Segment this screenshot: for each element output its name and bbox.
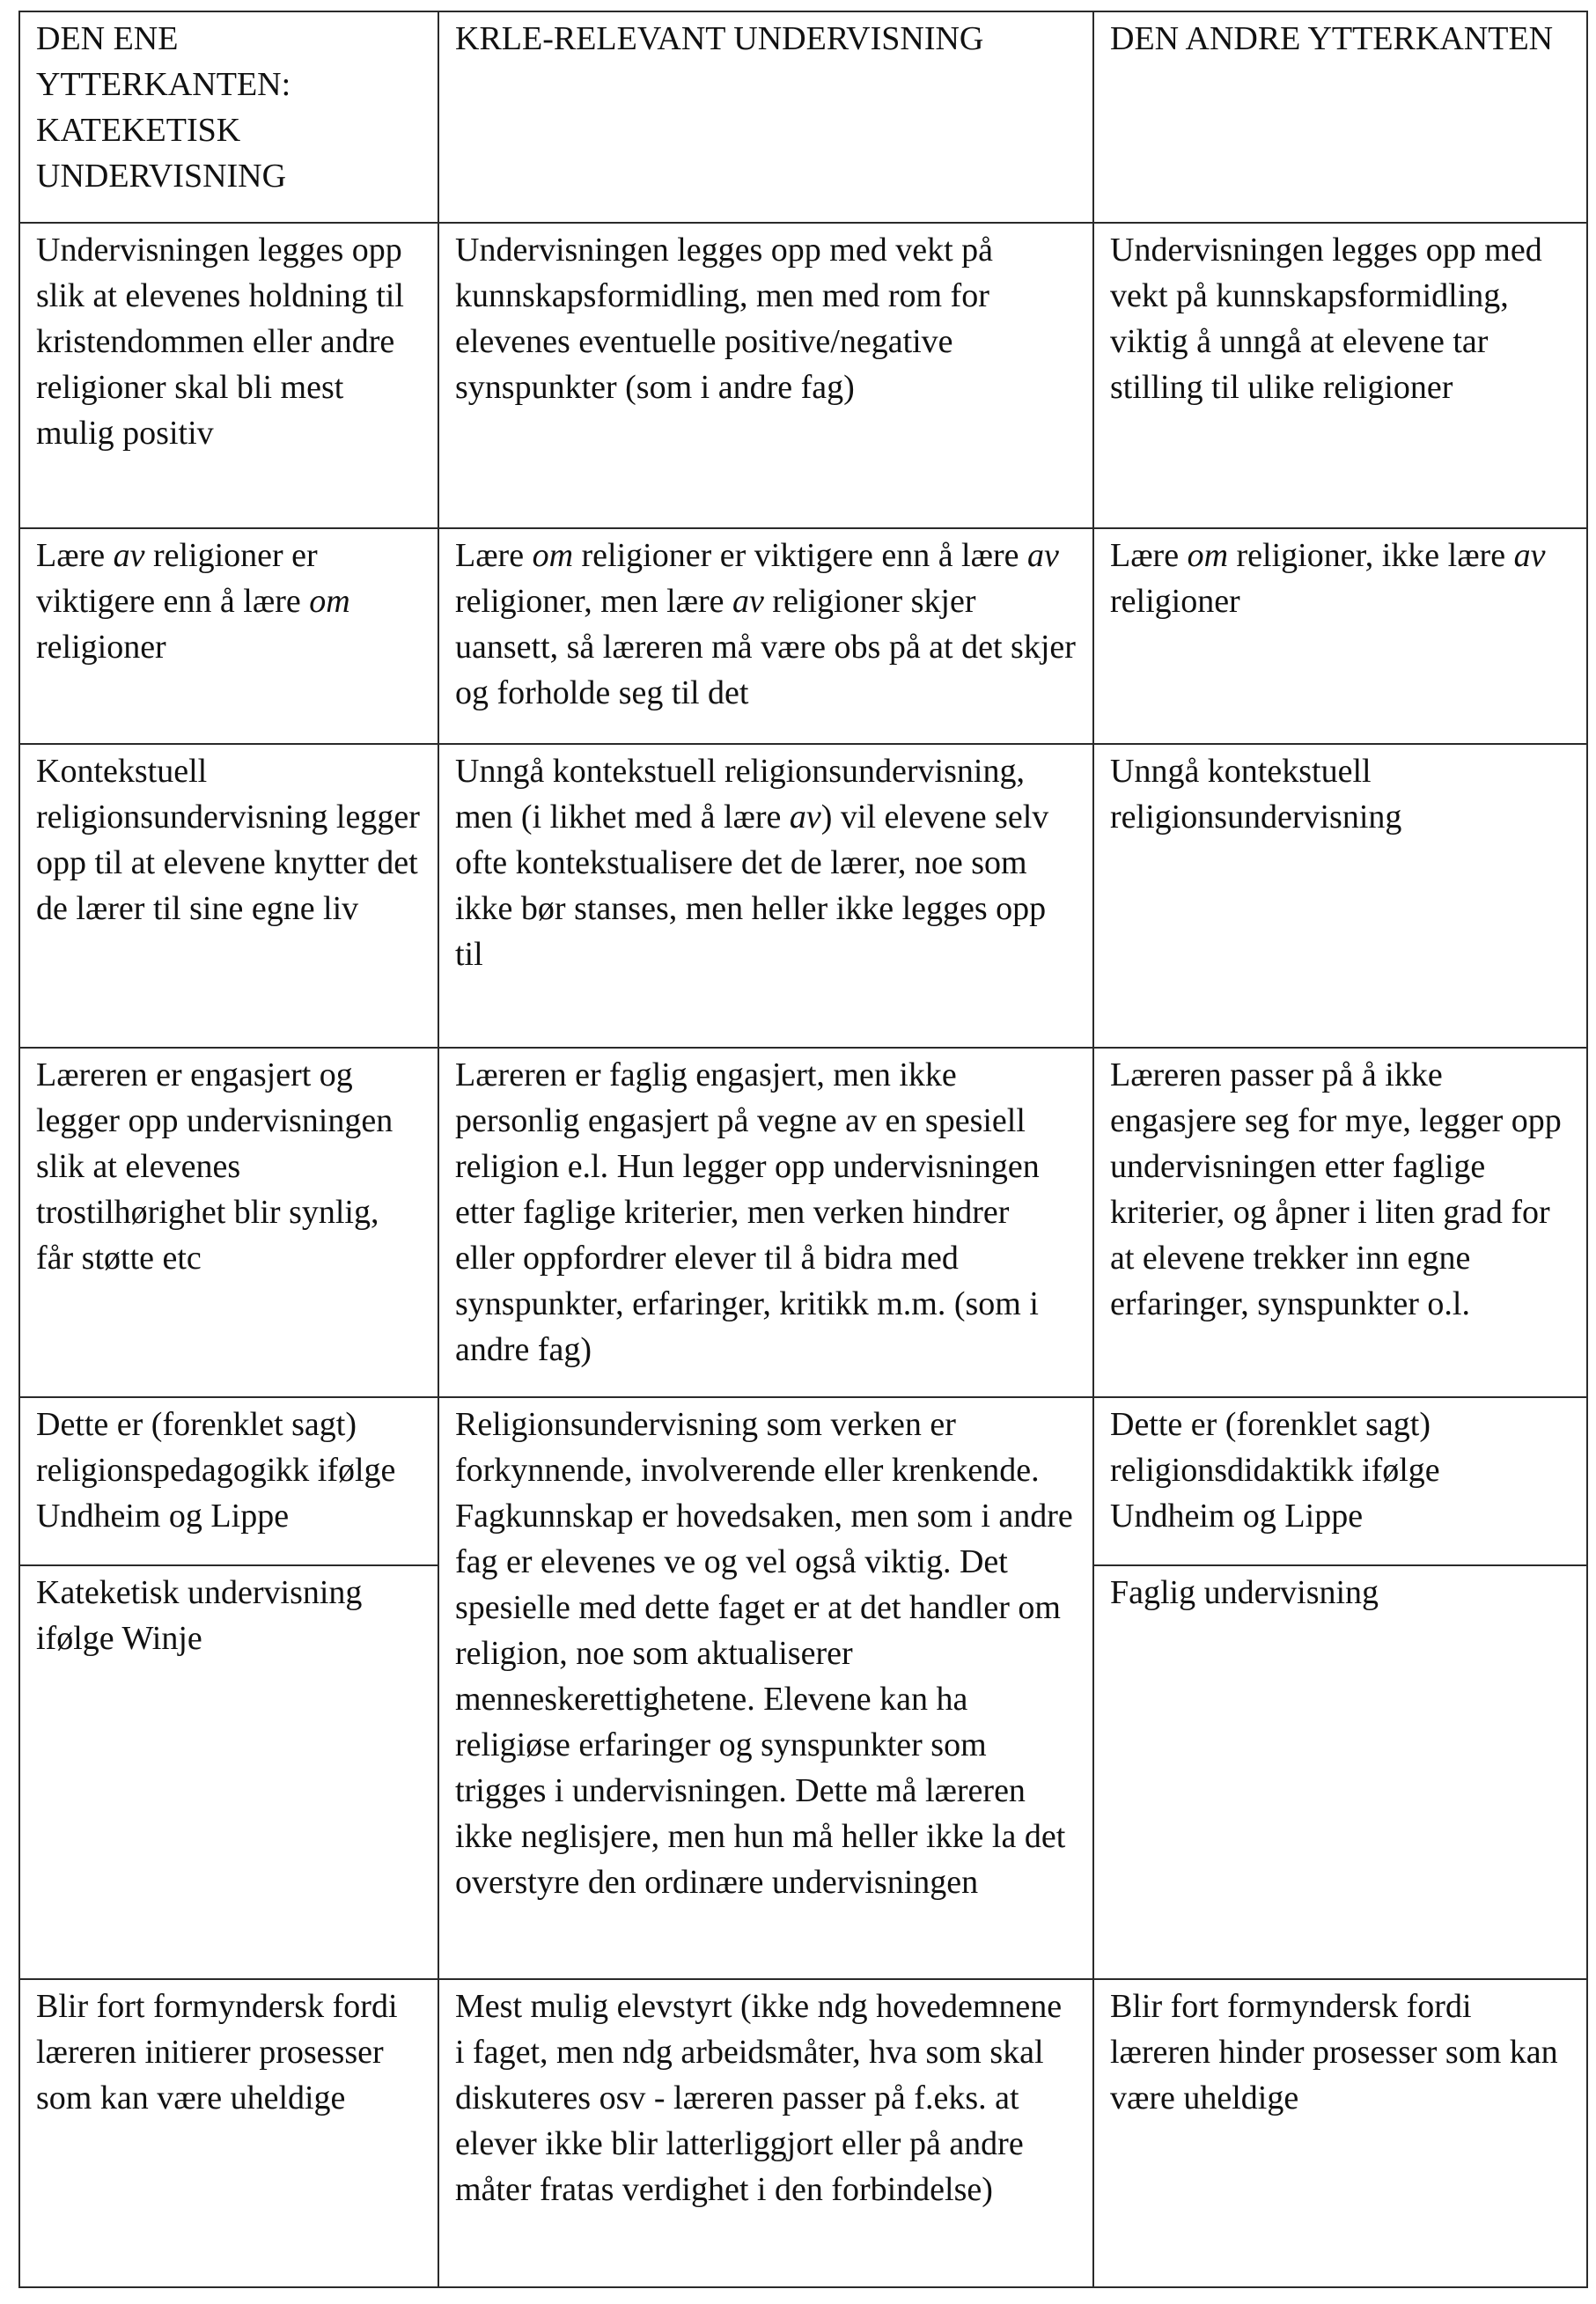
table-row	[19, 1048, 1587, 1397]
table-cell	[1093, 1979, 1587, 2287]
table-cell	[19, 1048, 438, 1397]
table-cell	[19, 1397, 438, 1565]
text-fragment: religioner er viktigere enn å lære	[36, 537, 318, 620]
cell-text: Unngå kontekstuell religionsundervisning	[1110, 753, 1402, 835]
text-fragment: religioner skjer uansett, så læreren må være obs på at det skjer og forholde seg til det	[455, 583, 1076, 711]
header-right-text: DEN ANDRE YTTERKANTEN	[1110, 20, 1554, 57]
cell-text: Læreren er engasjert og legger opp undervisningen slik at elevenes trostilhørighet blir synlig, får støtte etc	[36, 1056, 393, 1277]
header-middle-text: KRLE-RELEVANT UNDERVISNING	[455, 20, 984, 57]
cell-text: Religionsundervisning som verken er forkynnende, involverende eller krenkende. Fagkunnskap er hovedsaken, men som i andre fag er elevenes ve og vel også viktig. Det spesielle med dette faget er at det handler om religion, noe som aktualiserer menneskerettighetene. Elevene kan ha religiøse erfaringer og synspunkter som trigges i undervisningen. Dette må læreren ikke neglisjere, men hun må heller ikke la det overstyre den ordinære undervisningen	[455, 1406, 1073, 1901]
table-row	[19, 1397, 1587, 1565]
cell-text: Kateketisk undervisning ifølge Winje	[36, 1574, 363, 1657]
text-fragment: Lære	[455, 537, 533, 574]
cell-text: Blir fort formyndersk fordi læreren hinder prosesser som kan være uheldige	[1110, 1988, 1558, 2116]
text-fragment: Unngå kontekstuell religionsundervisning, men (i likhet med å lære	[455, 753, 1025, 835]
table-cell	[438, 223, 1093, 528]
italic-fragment: om	[1187, 537, 1229, 574]
cell-text: Dette er (forenklet sagt) religionsdidaktikk ifølge Undheim og Lippe	[1110, 1406, 1440, 1535]
comparison-table	[18, 11, 1588, 2288]
italic-fragment: av	[1026, 537, 1059, 574]
cell-text: Faglig undervisning	[1110, 1574, 1379, 1611]
text-fragment: Lære	[1110, 537, 1188, 574]
cell-text	[36, 533, 422, 670]
cell-text: Læreren er faglig engasjert, men ikke personlig engasjert på vegne av en spesiell religion e.l. Hun legger opp undervisningen etter faglige kriterier, men verken hindrer eller oppfordrer elever til å bidra med synspunkter, erfaringer, kritikk m.m. (som i andre fag)	[455, 1056, 1040, 1368]
table-row	[19, 223, 1587, 528]
table-cell	[1093, 1565, 1587, 1979]
italic-fragment: av	[732, 583, 764, 620]
italic-fragment: av	[789, 799, 821, 835]
header-cell-right	[1093, 11, 1587, 223]
text-fragment: religioner	[36, 629, 166, 666]
header-cell-left	[19, 11, 438, 223]
table-cell	[438, 528, 1093, 744]
table-cell	[19, 1979, 438, 2287]
text-fragment: Lære	[36, 537, 114, 574]
text-fragment: religioner er viktigere enn å lære	[573, 537, 1027, 574]
table-cell	[438, 1048, 1093, 1397]
cell-text: Mest mulig elevstyrt (ikke ndg hovedemnene i faget, men ndg arbeidsmåter, hva som skal diskuteres osv - læreren passer på f.eks. at elever ikke blir latterliggjort eller på andre måter fratas verdighet i den forbindelse)	[455, 1988, 1063, 2208]
italic-fragment: av	[1513, 537, 1546, 574]
text-fragment: religioner	[1110, 583, 1240, 620]
italic-fragment: av	[113, 537, 145, 574]
text-fragment: religioner, men lære	[455, 583, 733, 620]
cell-text: Blir fort formyndersk fordi læreren initierer prosesser som kan være uheldige	[36, 1988, 398, 2116]
table-row	[19, 528, 1587, 744]
cell-text: Undervisningen legges opp slik at elevenes holdning til kristendommen eller andre religioner skal bli mest mulig positiv	[36, 232, 404, 452]
text-fragment: ) vil elevene selv ofte kontekstualisere det de lærer, noe som ikke bør stanses, men heller ikke legges opp til	[455, 799, 1049, 973]
table-cell	[1093, 744, 1587, 1048]
italic-fragment: om	[532, 537, 574, 574]
table-cell	[1093, 1048, 1587, 1397]
cell-text	[455, 748, 1077, 977]
cell-text	[455, 533, 1077, 716]
text-fragment: religioner, ikke lære	[1228, 537, 1514, 574]
table-cell	[19, 528, 438, 744]
table-row	[19, 744, 1587, 1048]
table-cell-merged	[438, 1397, 1093, 1979]
cell-text	[1110, 533, 1570, 624]
table-cell	[19, 1565, 438, 1979]
table-cell	[1093, 223, 1587, 528]
cell-text: Undervisningen legges opp med vekt på kunnskapsformidling, men med rom for elevenes eventuelle positive/negative synspunkter (som i andre fag)	[455, 232, 994, 406]
table-cell	[19, 744, 438, 1048]
table-cell	[1093, 528, 1587, 744]
header-row	[19, 11, 1587, 223]
table-cell	[438, 1979, 1093, 2287]
italic-fragment: om	[309, 583, 350, 620]
table-cell	[438, 744, 1093, 1048]
cell-text: Undervisningen legges opp med vekt på kunnskapsformidling, viktig å unngå at elevene tar stilling til ulike religioner	[1110, 232, 1542, 406]
cell-text: Kontekstuell religionsundervisning legger opp til at elevene knytter det de lærer til sine egne liv	[36, 753, 420, 927]
cell-text: Dette er (forenklet sagt) religionspedagogikk ifølge Undheim og Lippe	[36, 1406, 396, 1535]
table-row	[19, 1979, 1587, 2287]
header-left-text: DEN ENE YTTERKANTEN: KATEKETISK UNDERVISNING	[36, 20, 291, 195]
table-cell	[19, 223, 438, 528]
table-cell	[1093, 1397, 1587, 1565]
cell-text: Læreren passer på å ikke engasjere seg for mye, legger opp undervisningen etter faglige kriterier, og åpner i liten grad for at elevene trekker inn egne erfaringer, synspunkter o.l.	[1110, 1056, 1562, 1322]
header-cell-middle	[438, 11, 1093, 223]
